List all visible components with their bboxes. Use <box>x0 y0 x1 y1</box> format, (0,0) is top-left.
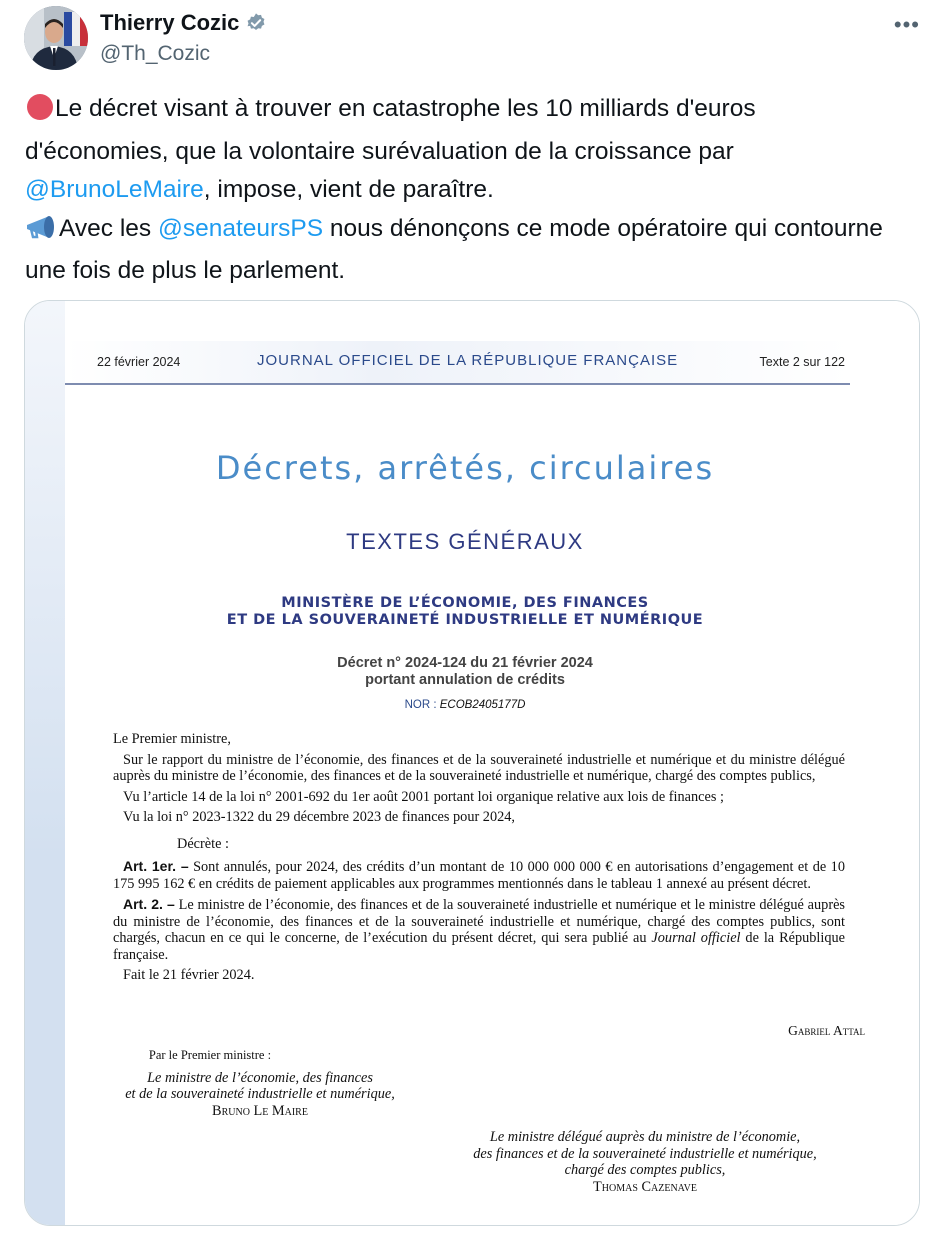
ministry-line1: MINISTÈRE DE L’ÉCONOMIE, DES FINANCES <box>281 595 649 611</box>
sig2-line3: chargé des comptes publics, <box>564 1162 726 1178</box>
mention-senateursps[interactable]: @senateursPS <box>157 214 324 242</box>
article-2-italic: Journal officiel <box>651 930 741 946</box>
article-2-label: Art. 2. – <box>123 896 175 912</box>
tweet-line1: Le décret visant à trouver en catastrophe les 10 milliards d'euros d'économies, que la volontaire surévaluation de la croissance par <box>25 95 756 165</box>
author-name[interactable]: Thierry Cozic <box>100 10 240 35</box>
para-vu-2: Vu la loi n° 2023-1322 du 29 décembre 2023 de finances pour 2024, <box>123 809 515 825</box>
ministry-line2: ET DE LA SOUVERAINETÉ INDUSTRIELLE ET NUMÉRIQUE <box>226 612 704 628</box>
article-1-text: Sont annulés, pour 2024, des crédits d’un montant de 10 000 000 000 € en autorisations d’engagement et de 10 175 995 162 € en crédits de paiement applicables aux programmes mentionnés dans le tableau 1 annexé au présent décret. <box>113 859 845 892</box>
sig2-line2: des finances et de la souveraineté industrielle et numérique, <box>473 1145 817 1162</box>
sig1-line1: Le ministre de l’économie, des finances <box>147 1069 373 1086</box>
sig1-line2: et de la souveraineté industrielle et numérique, <box>125 1086 395 1102</box>
journal-title: JOURNAL OFFICIEL DE LA RÉPUBLIQUE FRANÇAISE <box>257 352 679 369</box>
mention-brunolemaire[interactable]: @BrunoLeMaire <box>25 176 204 203</box>
article-2-end: de la République française. <box>113 930 845 963</box>
decree-title <box>65 655 865 689</box>
para-decrete: Décrète : <box>177 835 229 852</box>
sig1-name: Bruno Le Maire <box>212 1102 308 1119</box>
decree-line1: Décret n° 2024-124 du 21 février 2024 <box>337 655 593 671</box>
document-edge <box>25 301 65 1225</box>
nor-value: ECOB2405177D <box>439 699 526 711</box>
article-2 <box>113 896 845 963</box>
signature-attal: Gabriel Attal <box>788 1023 865 1038</box>
ministry-heading <box>65 595 865 629</box>
journal-officiel-document <box>65 301 919 1225</box>
par-premier-ministre: Par le Premier ministre : <box>148 1048 272 1062</box>
para-rapport: Sur le rapport du ministre de l’économie, des finances et de la souveraineté industrielle et numérique et du ministre délégué auprès du ministre de l’économie, des finances et de la souveraineté industrielle et numérique, chargé des comptes publics, <box>113 751 845 784</box>
article-1-label: Art. 1er. – <box>123 858 189 874</box>
red-circle-icon <box>25 94 55 133</box>
sig2-name: Thomas Cazenave <box>593 1178 697 1195</box>
tweet-line2-start: Avec les <box>59 214 158 242</box>
article-1 <box>113 858 845 892</box>
nor-label: NOR : <box>404 699 440 711</box>
decree-body <box>113 731 845 988</box>
tweet-media-image[interactable] <box>24 300 920 1226</box>
sig2-line1: Le ministre délégué auprès du ministre de l’économie, <box>489 1129 801 1145</box>
para-fait-le: Fait le 21 février 2024. <box>123 967 255 983</box>
nor-reference <box>65 699 865 711</box>
tweet-line2-end: nous dénonçons ce mode opératoire qui contourne une fois de plus le parlement. <box>25 214 883 284</box>
decree-line2: portant annulation de crédits <box>365 672 565 688</box>
signature-block-le-maire <box>95 1047 425 1119</box>
more-options-icon[interactable]: ••• <box>893 12 920 37</box>
signature-block-cazenave <box>435 1129 855 1195</box>
para-premier-ministre: Le Premier ministre, <box>113 731 231 747</box>
subsection-title: TEXTES GÉNÉRAUX <box>346 529 584 554</box>
section-title: Décrets, arrêtés, circulaires <box>215 449 715 487</box>
para-vu-1: Vu l’article 14 de la loi n° 2001-692 du 1er août 2001 portant loi organique relative aux lois de finances ; <box>123 788 724 805</box>
author-handle[interactable]: @Th_Cozic <box>100 42 211 65</box>
megaphone-icon <box>25 214 59 253</box>
tweet-text <box>25 90 905 291</box>
avatar[interactable] <box>24 6 88 70</box>
verified-badge-icon <box>245 12 267 34</box>
journal-date: 22 février 2024 <box>97 355 181 369</box>
article-2-text: Le ministre de l’économie, des finances et de la souveraineté industrielle et numérique et le ministre délégué auprès du ministre de l’économie, des finances et de la souveraineté industrielle et numérique, chargé des comptes publics, sont chargés, chacun en ce qui le concerne, de l’exécution du présent décret, qui sera publié au <box>113 897 845 946</box>
tweet-header <box>24 6 920 72</box>
journal-text-number: Texte 2 sur 122 <box>759 355 845 369</box>
tweet-line1-end: , impose, vient de paraître. <box>203 176 494 203</box>
avatar-photo-icon <box>24 6 88 70</box>
